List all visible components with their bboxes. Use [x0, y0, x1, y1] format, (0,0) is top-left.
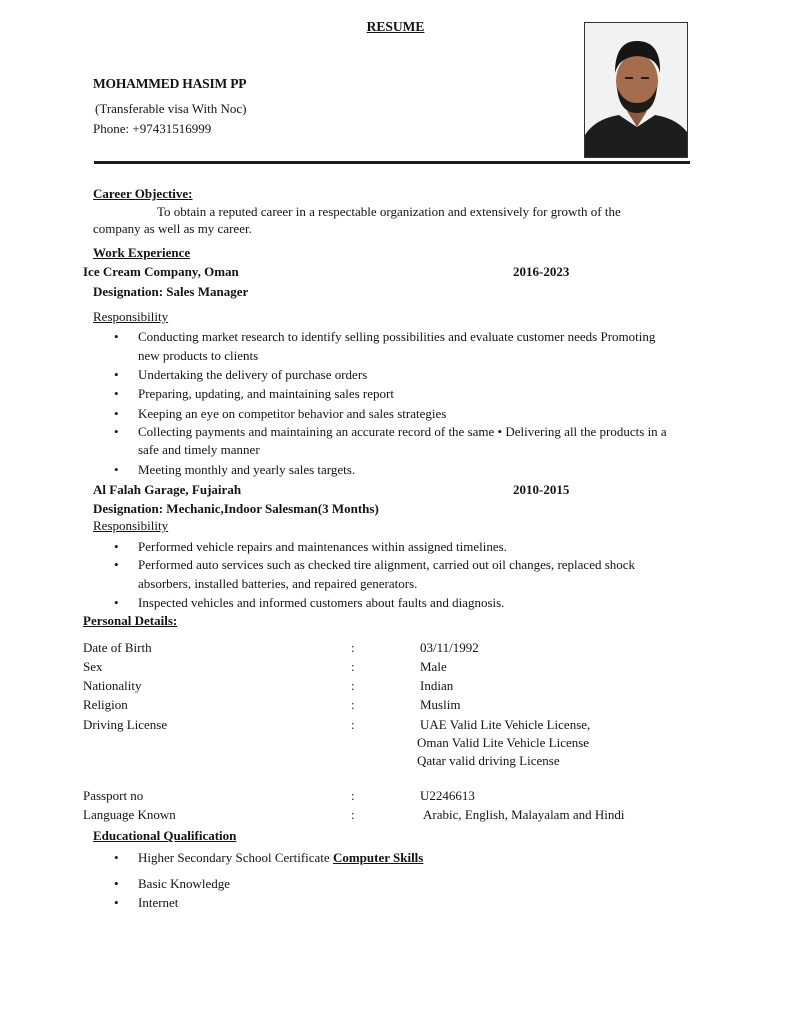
detail-label: Driving License — [83, 717, 168, 732]
candidate-name: MOHAMMED HASIM PP — [93, 76, 247, 91]
list-item: • Inspected vehicles and informed customers about faults and diagnosis. — [92, 593, 677, 612]
detail-colon: : — [351, 659, 355, 674]
job-company: Al Falah Garage, Fujairah — [93, 482, 242, 497]
detail-value: U2246613 — [420, 788, 475, 803]
job-company: Ice Cream Company, Oman — [83, 264, 239, 279]
detail-label: Language Known — [83, 807, 176, 822]
detail-value: Oman Valid Lite Vehicle License — [417, 735, 590, 750]
list-item — [92, 848, 677, 867]
detail-colon: : — [351, 807, 355, 822]
person-portrait-icon — [585, 23, 688, 158]
detail-value: Arabic, English, Malayalam and Hindi — [423, 807, 625, 822]
detail-value: Qatar valid driving License — [417, 753, 560, 768]
computer-skills-heading: Computer Skills — [332, 850, 424, 865]
detail-label: Sex — [83, 659, 103, 674]
education-heading: Educational Qualification — [93, 828, 237, 843]
list-item: • Internet — [92, 893, 677, 912]
detail-label: Nationality — [83, 678, 142, 693]
career-objective-heading: Career Objective: — [93, 186, 193, 201]
list-item: • Basic Knowledge — [92, 874, 677, 893]
detail-value: Muslim — [420, 697, 461, 712]
detail-colon: : — [351, 717, 355, 732]
list-item: • Conducting market research to identify selling possibilities and evaluate customer needs Promoting new products to clients — [92, 328, 677, 365]
detail-value: Male — [420, 659, 447, 674]
resume-title: RESUME — [366, 19, 425, 34]
education-item: Higher Secondary School Certificate — [138, 850, 330, 865]
detail-colon: : — [351, 640, 355, 655]
work-experience-heading: Work Experience — [93, 245, 191, 260]
career-objective-text-2: company as well as my career. — [93, 221, 252, 236]
job-responsibilities-list — [92, 328, 677, 479]
list-item: • Preparing, updating, and maintaining sales report — [92, 384, 677, 403]
personal-details-heading: Personal Details: — [83, 613, 178, 628]
detail-value: Indian — [420, 678, 454, 693]
job-responsibilities-list — [92, 537, 677, 613]
list-item: • Keeping an eye on competitor behavior and sales strategies — [92, 404, 677, 423]
job-years: 2010-2015 — [513, 482, 570, 497]
detail-value: 03/11/1992 — [420, 640, 479, 655]
detail-colon: : — [351, 678, 355, 693]
list-item: • Meeting monthly and yearly sales targets. — [92, 460, 677, 479]
list-item: • Undertaking the delivery of purchase orders — [92, 365, 677, 384]
career-objective-text-1: To obtain a reputed career in a respectable organization and extensively for growth of the — [157, 204, 621, 219]
job-designation: Designation: Sales Manager — [93, 284, 249, 299]
detail-label: Passport no — [83, 788, 144, 803]
detail-label: Date of Birth — [83, 640, 152, 655]
detail-colon: : — [351, 697, 355, 712]
responsibility-heading: Responsibility — [93, 518, 169, 533]
list-item: • Performed auto services such as checked tire alignment, carried out oil changes, replaced shock absorbers, installed batteries, and repaired generators. — [92, 556, 677, 593]
detail-label: Religion — [83, 697, 128, 712]
responsibility-heading: Responsibility — [93, 309, 169, 324]
job-designation: Designation: Mechanic,Indoor Salesman(3 Months) — [93, 501, 379, 516]
skills-list — [92, 874, 677, 913]
list-item: • Performed vehicle repairs and maintenances within assigned timelines. — [92, 537, 677, 556]
header-divider — [94, 161, 690, 164]
education-list — [92, 848, 677, 867]
list-item: • Collecting payments and maintaining an accurate record of the same • Delivering all the products in a safe and timely manner — [92, 423, 677, 460]
visa-note: (Transferable visa With Noc) — [95, 101, 247, 116]
detail-value: UAE Valid Lite Vehicle License, — [420, 717, 591, 732]
job-years: 2016-2023 — [513, 264, 570, 279]
phone-number: Phone: +97431516999 — [93, 121, 212, 136]
profile-photo — [584, 22, 688, 158]
detail-colon: : — [351, 788, 355, 803]
